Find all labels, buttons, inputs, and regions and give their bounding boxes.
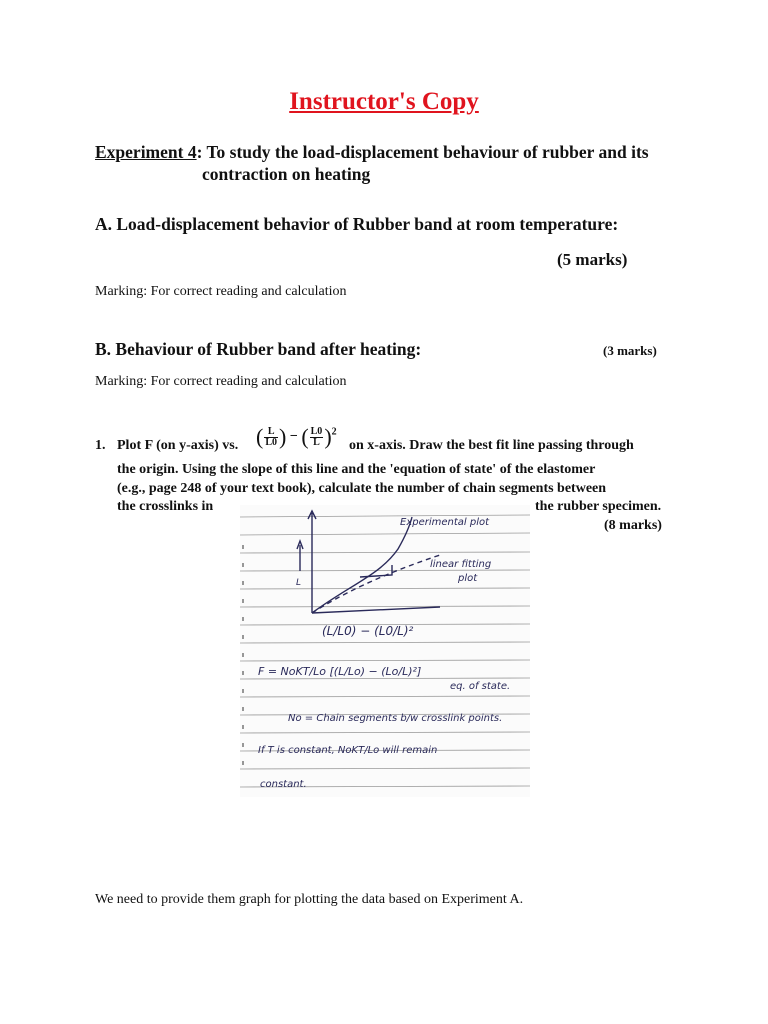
svg-text:Experimental plot: Experimental plot: [400, 517, 490, 528]
handwritten-note-image: [240, 505, 530, 797]
question-number: 1.: [95, 438, 106, 453]
question-line4-start: the crosslinks in: [117, 499, 214, 514]
section-a-marking: Marking: For correct reading and calculation: [95, 284, 347, 299]
svg-text:plot: plot: [458, 573, 478, 584]
svg-text:F = NoKT/Lo [(L/Lo) − (Lo/L)²]: F = NoKT/Lo [(L/Lo) − (Lo/L)²]: [258, 665, 422, 678]
section-a-marks: (5 marks): [557, 250, 628, 269]
svg-text:constant.: constant.: [260, 779, 307, 790]
formula: ( $\frac{L}{L0}$ ) − ( $\frac{L0}{L}$ )$^2$: [256, 424, 337, 449]
question-line3: (e.g., page 248 of your text book), calculate the number of chain segments between: [117, 481, 607, 496]
experiment-title-line2: contraction on heating: [202, 164, 371, 184]
svg-text:L: L: [296, 578, 302, 588]
experiment-title: [95, 142, 649, 163]
question-line2: the origin. Using the slope of this line and the 'equation of state' of the elastomer: [117, 462, 596, 477]
section-b-marks: (3 marks): [603, 343, 657, 358]
question-line1-start: Plot F (on y-axis) vs.: [117, 438, 239, 453]
page-title: Instructor's Copy: [289, 88, 479, 115]
svg-text:eq. of state.: eq. of state.: [450, 681, 511, 692]
question-marks: (8 marks): [604, 518, 662, 533]
svg-text:(L/L0) − (L0/L)²: (L/L0) − (L0/L)²: [322, 624, 414, 638]
section-b-heading: B. Behaviour of Rubber band after heating:: [95, 339, 422, 359]
svg-text:No = Chain segments b/w crossl: No = Chain segments b/w crosslink points.: [288, 713, 503, 724]
question-line4-end: the rubber specimen.: [535, 499, 662, 514]
svg-text:linear fitting: linear fitting: [430, 559, 492, 570]
section-a-heading: A. Load-displacement behavior of Rubber band at room temperature:: [95, 214, 619, 234]
section-b-marking: Marking: For correct reading and calculation: [95, 374, 347, 389]
svg-text:If T is constant, NoKT/Lo will: If T is constant, NoKT/Lo will remain: [258, 745, 438, 756]
question-line1-end: on x-axis. Draw the best fit line passing through: [349, 438, 634, 453]
experiment-title-line1: : To study the load-displacement behaviour of rubber and its: [196, 142, 649, 162]
footer-note: We need to provide them graph for plotting the data based on Experiment A.: [95, 892, 524, 907]
experiment-label: Experiment 4: [95, 142, 197, 162]
